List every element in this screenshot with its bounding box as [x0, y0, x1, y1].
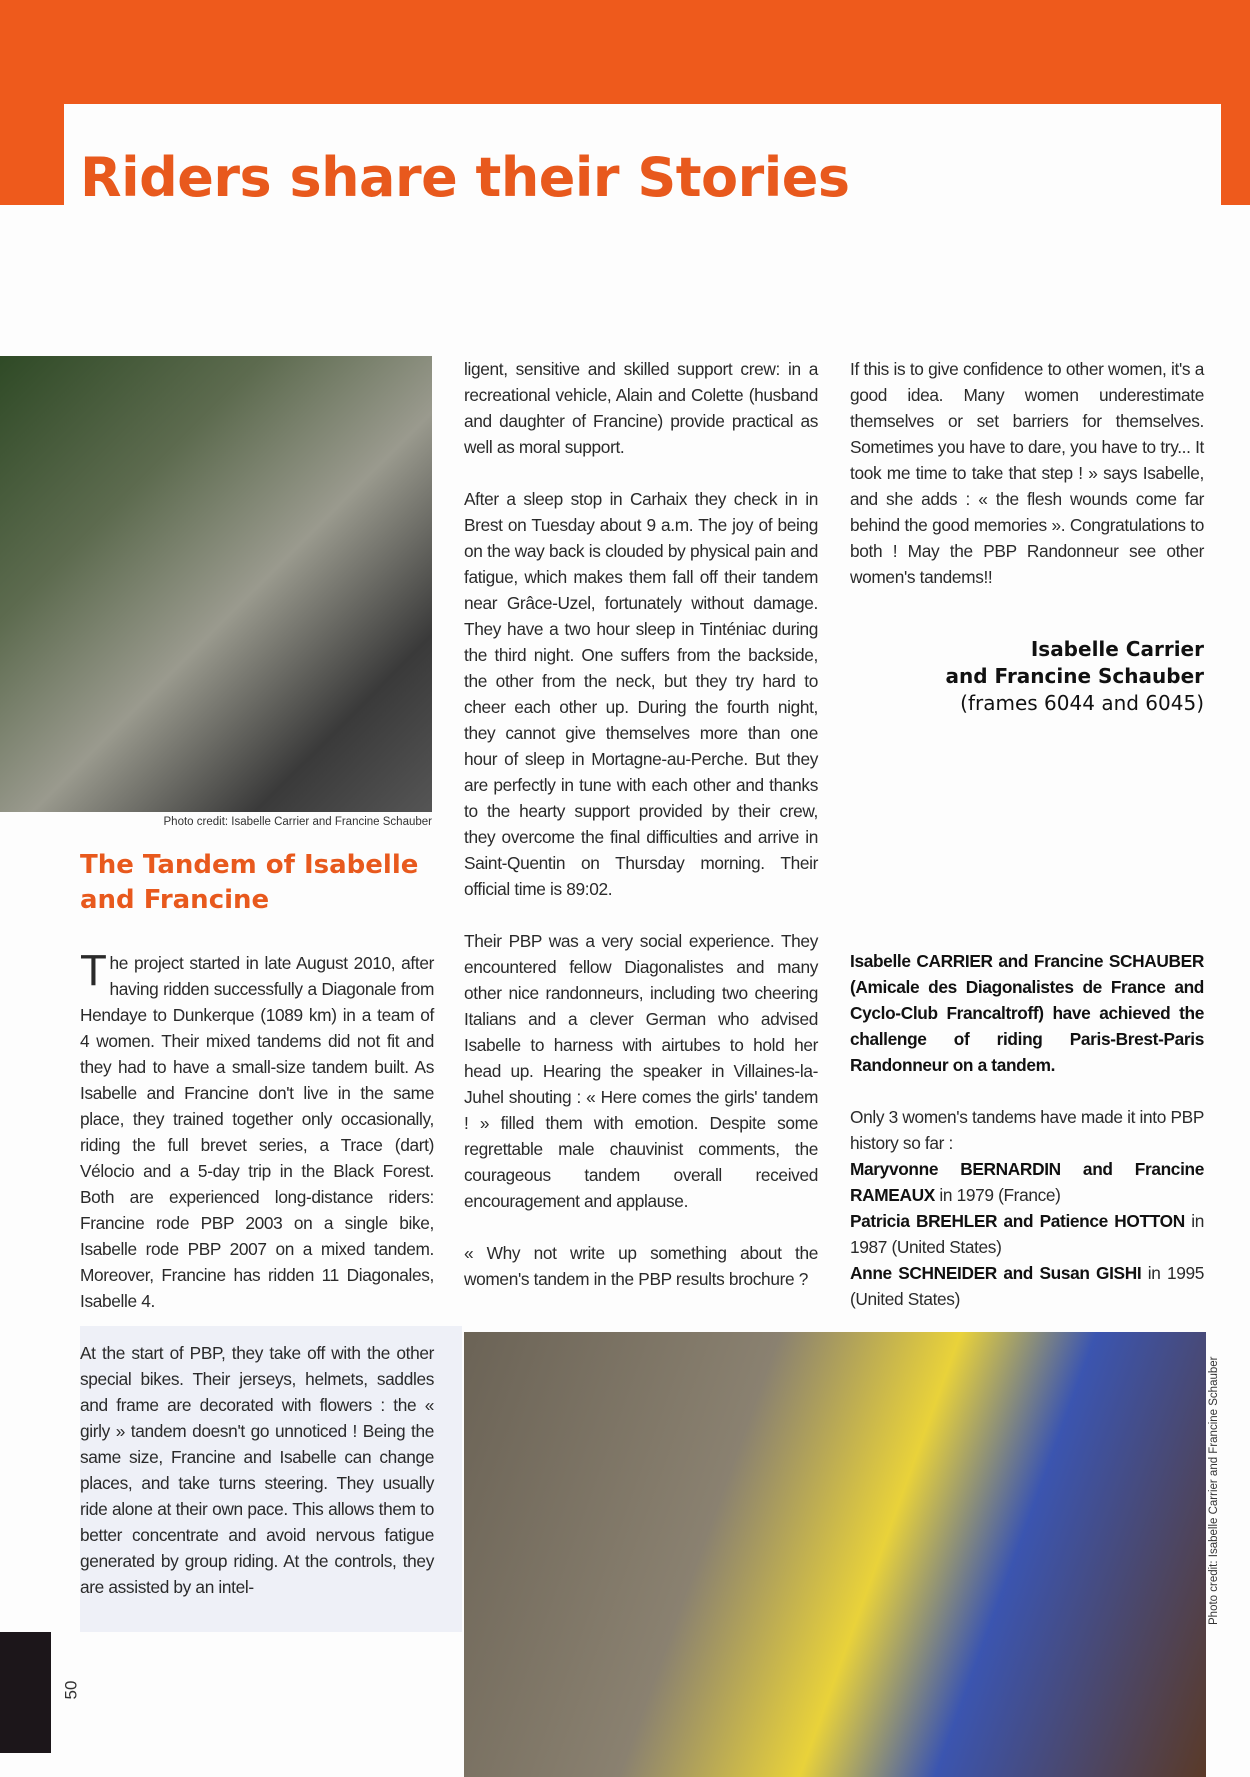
- paragraph: Their PBP was a very social experience. They encountered fellow Diagonalistes and many other nice randonneurs, including two cheering Italians and a clever German who advised Isabelle to harness with airtubes to hold her head up. Hearing the speaker in Villaines-la-Juhel shouting : « Here comes the girls' tandem ! » filled them with emotion. Despite some regrettable male chauvinist comments, the courageous tandem overall received encouragement and applause.: [464, 931, 818, 1211]
- sidebar-lead: Isabelle CARRIER and Francine SCHAUBER (Amicale des Diagonalistes de France and Cyclo-Club Francaltroff) have achieved the challenge of riding Paris-Brest-Paris Randonneur on a tandem.: [850, 951, 1204, 1075]
- photo-tandem-riders-waving: [464, 1332, 1206, 1777]
- sidebar-intro: Only 3 women's tandems have made it into PBP history so far :: [850, 1107, 1204, 1153]
- article-column-1: [80, 946, 434, 1626]
- page-marker-block: [0, 1632, 51, 1753]
- paragraph: At the start of PBP, they take off with the other special bikes. Their jerseys, helmets, saddles and frame are decorated with flowers : the « girly » tandem doesn't go unnoticed ! Being the same size, Francine and Isabelle can change places, and take turns steering. They usually ride alone at their own pace. This allows them to better concentrate and avoid nervous fatigue generated by group riding. At the controls, they are assisted by an intel-: [80, 1343, 434, 1597]
- author-signature: [850, 636, 1204, 717]
- paragraph: ligent, sensitive and skilled support crew: in a recreational vehicle, Alain and Colette (husband and daughter of Francine) provide practical as well as moral support.: [464, 359, 818, 457]
- article-column-3: [850, 356, 1204, 616]
- photo-credit-bottom: Photo credit: Isabelle Carrier and Francine Schauber: [1208, 1356, 1220, 1625]
- tandem-item: Patricia BREHLER and Patience HOTTON in 1987 (United States): [850, 1211, 1204, 1257]
- sidebar-box: [850, 948, 1204, 1312]
- paragraph: The project started in late August 2010, after having ridden successfully a Diagonale from Hendaye to Dunkerque (1089 km) in a team of 4 women. Their mixed tandems did not fit and they had to have a small-size tandem built. As Isabelle and Francine don't live in the same place, they trained together only occasionally, riding the full brevet series, a Trace (dart) Vélocio and a 5-day trip in the Black Forest. Both are experienced long-distance riders: Francine rode PBP 2003 on a single bike, Isabelle rode PBP 2007 on a mixed tandem. Moreover, Francine has ridden 11 Diagonales, Isabelle 4.: [80, 946, 434, 1311]
- photo-tandem-riders-road: [0, 356, 432, 812]
- signature-line: and Francine Schauber: [945, 664, 1204, 688]
- paragraph: If this is to give confidence to other women, it's a good idea. Many women underestimate themselves or set barriers for themselves. Sometimes you have to dare, you have to try... It took me time to take that step ! » says Isabelle, and she adds : « the flesh wounds come far behind the good memories ». Congratulations to both ! May the PBP Randonneur see other women's tandems!!: [850, 359, 1204, 587]
- signature-frames: (frames 6044 and 6045): [960, 691, 1204, 715]
- paragraph: After a sleep stop in Carhaix they check in in Brest on Tuesday about 9 a.m. The joy of being on the way back is clouded by physical pain and fatigue, which makes them fall off their tandem near Grâce-Uzel, fortunately without damage. They have a two hour sleep in Tinténiac during the third night. One suffers from the backside, the other from the neck, but they try hard to cheer each other up. During the fourth night, they cannot give themselves more than one hour of sleep in Mortagne-au-Perche. But they are perfectly in tune with each other and thanks to the hearty support provided by their crew, they overcome the final difficulties and arrive in Saint-Quentin on Thursday morning. Their official time is 89:02.: [464, 489, 818, 899]
- drop-cap: T: [80, 946, 107, 995]
- article-column-2: [464, 356, 818, 1318]
- paragraph: « Why not write up something about the women's tandem in the PBP results brochure ?: [464, 1243, 818, 1289]
- page-number: 50: [61, 1680, 81, 1700]
- article-heading: The Tandem of Isabelle and Francine: [80, 850, 419, 915]
- page-title: Riders share their Stories: [80, 146, 850, 209]
- tandem-item: Maryvonne BERNARDIN and Francine RAMEAUX in 1979 (France): [850, 1159, 1204, 1205]
- tandem-item: Anne SCHNEIDER and Susan GISHI in 1995 (United States): [850, 1263, 1204, 1309]
- signature-line: Isabelle Carrier: [1030, 637, 1204, 661]
- photo-credit-top: Photo credit: Isabelle Carrier and Francine Schauber: [163, 816, 432, 828]
